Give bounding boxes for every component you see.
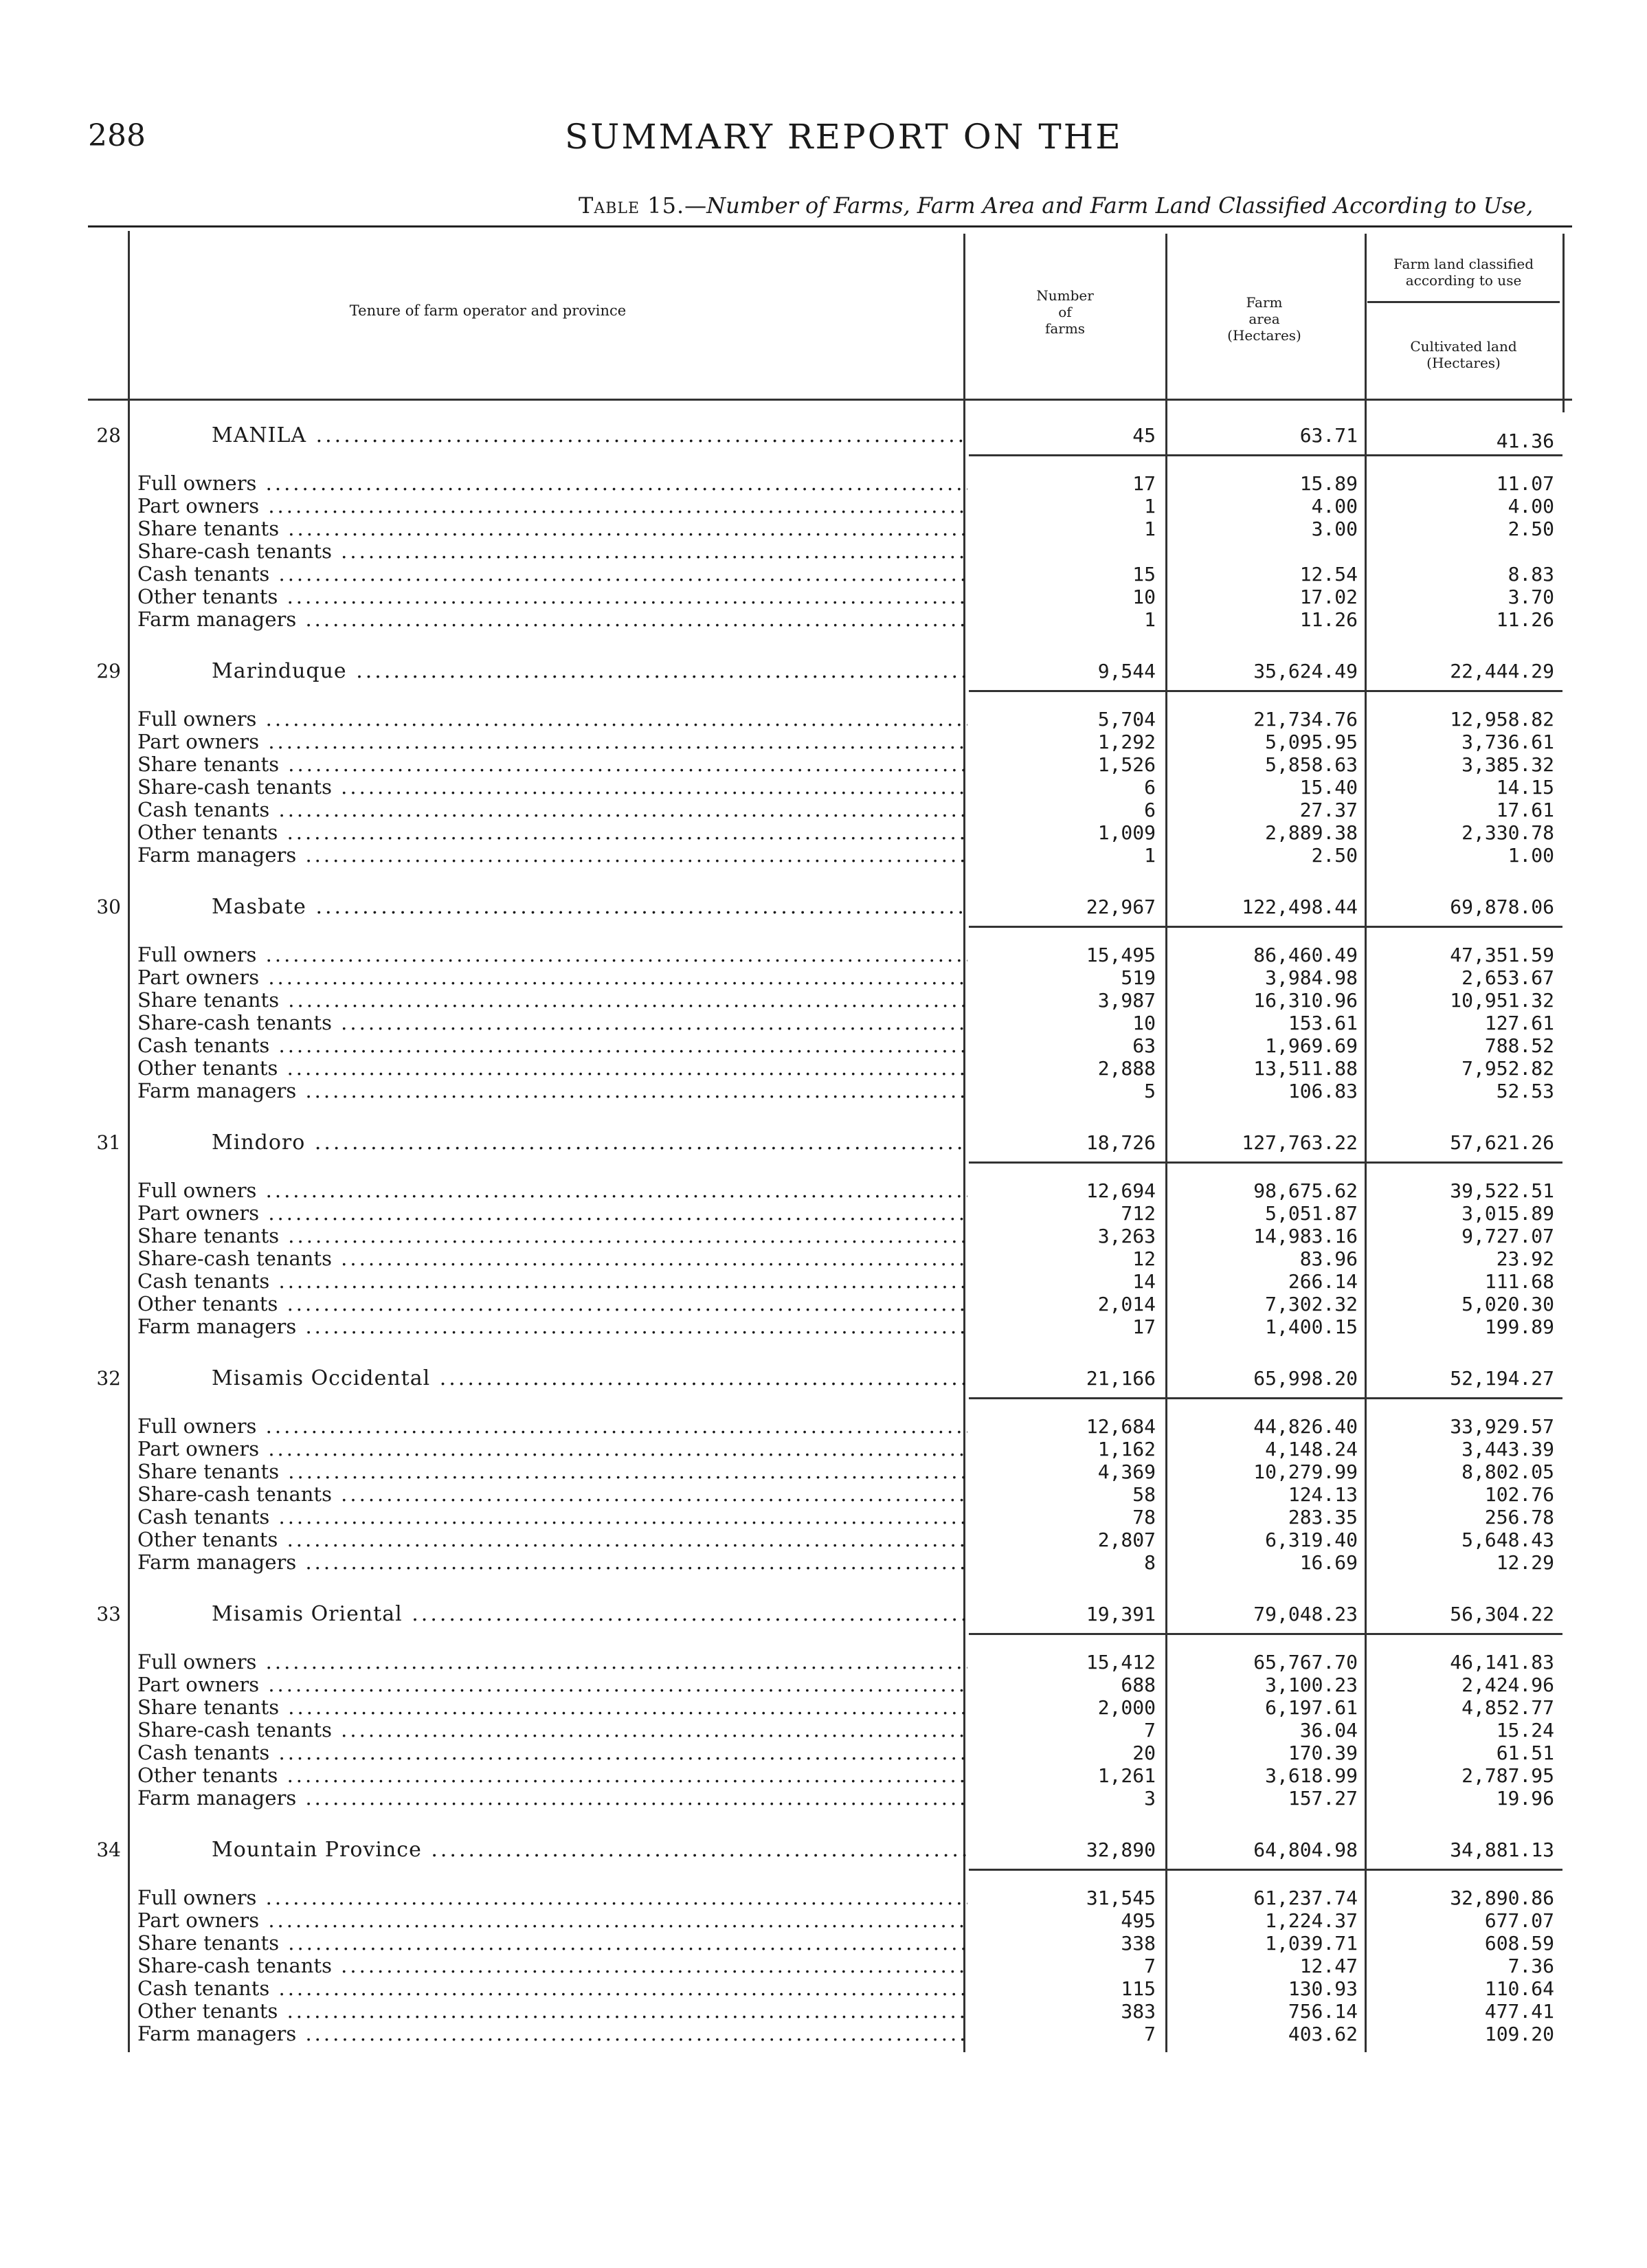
tenure-row-label: Share-cash tenants ..... [137,1247,967,1270]
tenure-row-label: Cash tenants ..... [137,1742,967,1764]
tenure-area: 12.47 [1299,1955,1358,1977]
header-line: Farm [1246,294,1283,311]
tenure-area: 98,675.62 [1253,1179,1358,1202]
tenure-farms: 14 [1132,1270,1156,1293]
tenure-cultivated: 61.51 [1496,1742,1554,1764]
province-area: 79,048.23 [1253,1603,1358,1625]
tenure-row-label: Share-cash tenants ..... [137,540,967,563]
row-rule [969,690,1562,692]
tenure-farms: 78 [1132,1506,1156,1528]
tenure-area: 21,734.76 [1253,708,1358,731]
tenure-farms: 338 [1121,1932,1156,1955]
tenure-cultivated: 2,330.78 [1461,821,1554,844]
tenure-cultivated: 23.92 [1496,1247,1554,1270]
tenure-row-label: Farm managers ..... [137,2023,967,2045]
tenure-area: 10,279.99 [1253,1460,1358,1483]
tenure-cultivated: 12.29 [1496,1551,1554,1574]
tenure-row-label: Full owners ..... [137,1651,967,1674]
tenure-area: 2,889.38 [1265,821,1358,844]
tenure-farms: 688 [1121,1674,1156,1696]
province-number: 28 [96,424,121,447]
column-rule [1562,234,1565,412]
tenure-farms: 2,888 [1097,1057,1156,1080]
tenure-area: 44,826.40 [1253,1415,1358,1438]
row-rule [969,926,1562,928]
province-cultivated: 34,881.13 [1450,1838,1554,1861]
tenure-farms: 15,412 [1086,1651,1156,1674]
province-number: 31 [96,1131,121,1154]
tenure-area: 16.69 [1299,1551,1358,1574]
tenure-area: 3,100.23 [1265,1674,1358,1696]
province-farms: 18,726 [1086,1131,1156,1154]
row-rule [969,454,1562,456]
tenure-cultivated: 109.20 [1484,2023,1554,2045]
tenure-farms: 1,526 [1097,753,1156,776]
province-name: Mindoro ..... [212,1131,967,1154]
province-area: 122,498.44 [1242,896,1358,918]
province-farms: 45 [1132,424,1156,447]
tenure-cultivated: 2,424.96 [1461,1674,1554,1696]
tenure-farms: 12 [1132,1247,1156,1270]
province-number: 29 [96,660,121,682]
tenure-cultivated: 4,852.77 [1461,1696,1554,1719]
province-area: 63.71 [1299,424,1358,447]
tenure-area: 3,984.98 [1265,966,1358,989]
tenure-cultivated: 15.24 [1496,1719,1554,1742]
tenure-cultivated: 5,020.30 [1461,1293,1554,1315]
tenure-farms: 1 [1144,495,1156,518]
tenure-farms: 7 [1144,1719,1156,1742]
province-area: 64,804.98 [1253,1838,1358,1861]
tenure-cultivated: 3,015.89 [1461,1202,1554,1225]
tenure-row-label: Other tenants ..... [137,821,967,844]
tenure-farms: 17 [1132,472,1156,495]
tenure-row-label: Other tenants ..... [137,1293,967,1315]
caption-dash: — [684,192,707,219]
tenure-row-label: Other tenants ..... [137,2000,967,2023]
tenure-area: 15.89 [1299,472,1358,495]
tenure-row-label: Full owners ..... [137,944,967,966]
row-rule [969,1161,1562,1164]
tenure-cultivated: 3,385.32 [1461,753,1554,776]
header-line: area [1248,311,1280,327]
tenure-row-label: Farm managers ..... [137,1080,967,1102]
tenure-cultivated: 52.53 [1496,1080,1554,1102]
tenure-farms: 1,261 [1097,1764,1156,1787]
tenure-row-label: Cash tenants ..... [137,1977,967,2000]
province-name: Masbate ..... [212,896,967,918]
column-rule [1165,234,1167,2052]
tenure-farms: 3,263 [1097,1225,1156,1247]
tenure-area: 403.62 [1288,2023,1358,2045]
tenure-cultivated: 2,787.95 [1461,1764,1554,1787]
tenure-row-label: Farm managers ..... [137,608,967,631]
province-number: 32 [96,1367,121,1390]
table-title: Number of Farms, Farm Area and Farm Land Classified According to Use, [706,192,1534,219]
tenure-cultivated: 47,351.59 [1450,944,1554,966]
tenure-area: 16,310.96 [1253,989,1358,1012]
tenure-area: 11.26 [1299,608,1358,631]
province-farms: 32,890 [1086,1838,1156,1861]
tenure-cultivated: 3,736.61 [1461,731,1554,753]
tenure-farms: 5,704 [1097,708,1156,731]
tenure-farms: 3,987 [1097,989,1156,1012]
tenure-row-label: Share tenants ..... [137,753,967,776]
tenure-cultivated: 8.83 [1508,563,1554,586]
tenure-cultivated: 3,443.39 [1461,1438,1554,1460]
row-rule [969,1397,1562,1399]
tenure-farms: 58 [1132,1483,1156,1506]
tenure-cultivated: 677.07 [1484,1909,1554,1932]
tenure-row-label: Share tenants ..... [137,1460,967,1483]
tenure-farms: 15 [1132,563,1156,586]
tenure-cultivated: 17.61 [1496,799,1554,821]
province-name: Marinduque ..... [212,660,967,682]
tenure-farms: 6 [1144,799,1156,821]
province-cultivated: 41.36 [1496,430,1554,452]
tenure-farms: 1,292 [1097,731,1156,753]
column-rule [1365,234,1367,2052]
province-cultivated: 56,304.22 [1450,1603,1554,1625]
tenure-area: 283.35 [1288,1506,1358,1528]
tenure-cultivated: 256.78 [1484,1506,1554,1528]
tenure-farms: 12,684 [1086,1415,1156,1438]
tenure-area: 2.50 [1311,844,1358,867]
tenure-area: 86,460.49 [1253,944,1358,966]
column-header-tenure: Tenure of farm operator and province [349,302,627,319]
row-rule [969,1633,1562,1635]
province-number: 30 [96,896,121,918]
header-line: Farm land classified [1393,256,1534,272]
tenure-area: 6,319.40 [1265,1528,1358,1551]
row-rule [969,1869,1562,1871]
tenure-cultivated: 8,802.05 [1461,1460,1554,1483]
tenure-row-label: Full owners ..... [137,1179,967,1202]
province-cultivated: 22,444.29 [1450,660,1554,682]
tenure-row-label: Other tenants ..... [137,1528,967,1551]
tenure-row-label: Share-cash tenants ..... [137,776,967,799]
tenure-farms: 63 [1132,1034,1156,1057]
column-header-cultivated-land [1367,338,1560,371]
tenure-cultivated: 3.70 [1508,586,1554,608]
tenure-farms: 6 [1144,776,1156,799]
tenure-cultivated: 9,727.07 [1461,1225,1554,1247]
tenure-cultivated: 46,141.83 [1450,1651,1554,1674]
tenure-farms: 1 [1144,608,1156,631]
tenure-area: 1,224.37 [1265,1909,1358,1932]
tenure-farms: 12,694 [1086,1179,1156,1202]
tenure-farms: 115 [1121,1977,1156,2000]
tenure-row-label: Part owners ..... [137,966,967,989]
tenure-farms: 20 [1132,1742,1156,1764]
header-line: according to use [1405,272,1522,289]
tenure-area: 3.00 [1311,518,1358,540]
tenure-cultivated: 199.89 [1484,1315,1554,1338]
province-number: 33 [96,1603,121,1625]
tenure-cultivated: 1.00 [1508,844,1554,867]
tenure-cultivated: 33,929.57 [1450,1415,1554,1438]
tenure-row-label: Other tenants ..... [137,1764,967,1787]
tenure-area: 1,039.71 [1265,1932,1358,1955]
tenure-row-label: Part owners ..... [137,1909,967,1932]
tenure-area: 124.13 [1288,1483,1358,1506]
tenure-area: 153.61 [1288,1012,1358,1034]
tenure-farms: 15,495 [1086,944,1156,966]
column-group-header-farm-land [1367,256,1560,289]
tenure-area: 15.40 [1299,776,1358,799]
province-farms: 21,166 [1086,1367,1156,1390]
tenure-area: 65,767.70 [1253,1651,1358,1674]
header-top-rule [88,225,1572,227]
tenure-area: 17.02 [1299,586,1358,608]
tenure-row-label: Part owners ..... [137,1202,967,1225]
tenure-area: 157.27 [1288,1787,1358,1810]
tenure-cultivated: 7.36 [1508,1955,1554,1977]
tenure-area: 3,618.99 [1265,1764,1358,1787]
tenure-row-label: Part owners ..... [137,495,967,518]
tenure-row-label: Share tenants ..... [137,518,967,540]
tenure-cultivated: 19.96 [1496,1787,1554,1810]
tenure-farms: 2,807 [1097,1528,1156,1551]
tenure-area: 13,511.88 [1253,1057,1358,1080]
header-line: Cultivated land [1410,338,1517,355]
row-rule [1367,301,1560,303]
header-line: (Hectares) [1227,327,1301,344]
tenure-cultivated: 14.15 [1496,776,1554,799]
tenure-farms: 1,009 [1097,821,1156,844]
tenure-area: 266.14 [1288,1270,1358,1293]
province-number: 34 [96,1838,121,1861]
tenure-row-label: Share tenants ..... [137,1932,967,1955]
tenure-farms: 712 [1121,1202,1156,1225]
tenure-area: 130.93 [1288,1977,1358,2000]
province-name: MANILA ..... [212,424,967,447]
tenure-cultivated: 11.07 [1496,472,1554,495]
tenure-row-label: Cash tenants ..... [137,1506,967,1528]
tenure-area: 5,858.63 [1265,753,1358,776]
tenure-area: 4.00 [1311,495,1358,518]
tenure-cultivated: 127.61 [1484,1012,1554,1034]
tenure-cultivated: 12,958.82 [1450,708,1554,731]
tenure-farms: 2,014 [1097,1293,1156,1315]
tenure-farms: 7 [1144,1955,1156,1977]
tenure-cultivated: 10,951.32 [1450,989,1554,1012]
tenure-area: 4,148.24 [1265,1438,1358,1460]
tenure-row-label: Cash tenants ..... [137,1034,967,1057]
tenure-row-label: Farm managers ..... [137,1551,967,1574]
tenure-row-label: Other tenants ..... [137,586,967,608]
tenure-farms: 5 [1144,1080,1156,1102]
tenure-row-label: Full owners ..... [137,1415,967,1438]
tenure-farms: 10 [1132,1012,1156,1034]
header-line: farms [1044,320,1086,337]
tenure-row-label: Cash tenants ..... [137,563,967,586]
tenure-row-label: Cash tenants ..... [137,799,967,821]
table-caption [579,192,1533,219]
tenure-area: 106.83 [1288,1080,1358,1102]
tenure-row-label: Part owners ..... [137,1438,967,1460]
tenure-cultivated: 788.52 [1484,1034,1554,1057]
province-farms: 22,967 [1086,896,1156,918]
tenure-cultivated: 102.76 [1484,1483,1554,1506]
tenure-area: 12.54 [1299,563,1358,586]
province-name: Mountain Province ..... [212,1838,967,1861]
tenure-farms: 383 [1121,2000,1156,2023]
tenure-row-label: Share-cash tenants ..... [137,1955,967,1977]
tenure-farms: 1,162 [1097,1438,1156,1460]
tenure-farms: 8 [1144,1551,1156,1574]
tenure-area: 7,302.32 [1265,1293,1358,1315]
tenure-cultivated: 39,522.51 [1450,1179,1554,1202]
province-cultivated: 69,878.06 [1450,896,1554,918]
tenure-cultivated: 2,653.67 [1461,966,1554,989]
province-cultivated: 52,194.27 [1450,1367,1554,1390]
tenure-area: 756.14 [1288,2000,1358,2023]
column-header-number-of-farms [969,287,1161,337]
tenure-area: 1,969.69 [1265,1034,1358,1057]
tenure-farms: 495 [1121,1909,1156,1932]
tenure-row-label: Part owners ..... [137,731,967,753]
tenure-area: 5,095.95 [1265,731,1358,753]
tenure-area: 14,983.16 [1253,1225,1358,1247]
tenure-row-label: Share-cash tenants ..... [137,1719,967,1742]
table-number: Table 15. [579,192,685,219]
tenure-farms: 1 [1144,844,1156,867]
province-name: Misamis Occidental ..... [212,1367,967,1390]
province-area: 127,763.22 [1242,1131,1358,1154]
tenure-row-label: Share tenants ..... [137,1696,967,1719]
province-area: 65,998.20 [1253,1367,1358,1390]
tenure-farms: 7 [1144,2023,1156,2045]
header-line: (Hectares) [1426,355,1501,371]
tenure-row-label: Other tenants ..... [137,1057,967,1080]
tenure-row-label: Full owners ..... [137,472,967,495]
tenure-farms: 17 [1132,1315,1156,1338]
tenure-cultivated: 110.64 [1484,1977,1554,2000]
tenure-row-label: Share-cash tenants ..... [137,1012,967,1034]
tenure-area: 61,237.74 [1253,1887,1358,1909]
tenure-cultivated: 2.50 [1508,518,1554,540]
province-name: Misamis Oriental ..... [212,1603,967,1625]
tenure-row-label: Farm managers ..... [137,844,967,867]
tenure-farms: 1 [1144,518,1156,540]
tenure-area: 1,400.15 [1265,1315,1358,1338]
tenure-farms: 2,000 [1097,1696,1156,1719]
tenure-area: 83.96 [1299,1247,1358,1270]
tenure-area: 5,051.87 [1265,1202,1358,1225]
tenure-row-label: Farm managers ..... [137,1315,967,1338]
province-farms: 9,544 [1097,660,1156,682]
tenure-area: 27.37 [1299,799,1358,821]
tenure-farms: 519 [1121,966,1156,989]
tenure-row-label: Farm managers ..... [137,1787,967,1810]
tenure-cultivated: 7,952.82 [1461,1057,1554,1080]
tenure-cultivated: 4.00 [1508,495,1554,518]
tenure-farms: 4,369 [1097,1460,1156,1483]
tenure-area: 6,197.61 [1265,1696,1358,1719]
tenure-row-label: Part owners ..... [137,1674,967,1696]
tenure-row-label: Cash tenants ..... [137,1270,967,1293]
tenure-row-label: Share tenants ..... [137,989,967,1012]
tenure-row-label: Full owners ..... [137,708,967,731]
tenure-cultivated: 608.59 [1484,1932,1554,1955]
tenure-cultivated: 11.26 [1496,608,1554,631]
tenure-row-label: Full owners ..... [137,1887,967,1909]
tenure-row-label: Share tenants ..... [137,1225,967,1247]
tenure-row-label: Share-cash tenants ..... [137,1483,967,1506]
column-header-farm-area [1168,294,1360,344]
tenure-area: 36.04 [1299,1719,1358,1742]
row-rule [88,399,1572,401]
province-farms: 19,391 [1086,1603,1156,1625]
tenure-farms: 3 [1144,1787,1156,1810]
tenure-farms: 10 [1132,586,1156,608]
header-line: Number [1036,287,1094,304]
tenure-farms: 31,545 [1086,1887,1156,1909]
header-line: of [1058,304,1072,320]
tenure-cultivated: 111.68 [1484,1270,1554,1293]
tenure-cultivated: 5,648.43 [1461,1528,1554,1551]
province-cultivated: 57,621.26 [1450,1131,1554,1154]
tenure-area: 170.39 [1288,1742,1358,1764]
running-head: SUMMARY REPORT ON THE [565,117,1123,157]
column-rule [128,231,130,2052]
tenure-cultivated: 32,890.86 [1450,1887,1554,1909]
tenure-cultivated: 477.41 [1484,2000,1554,2023]
province-area: 35,624.49 [1253,660,1358,682]
page-number: 288 [88,118,146,153]
